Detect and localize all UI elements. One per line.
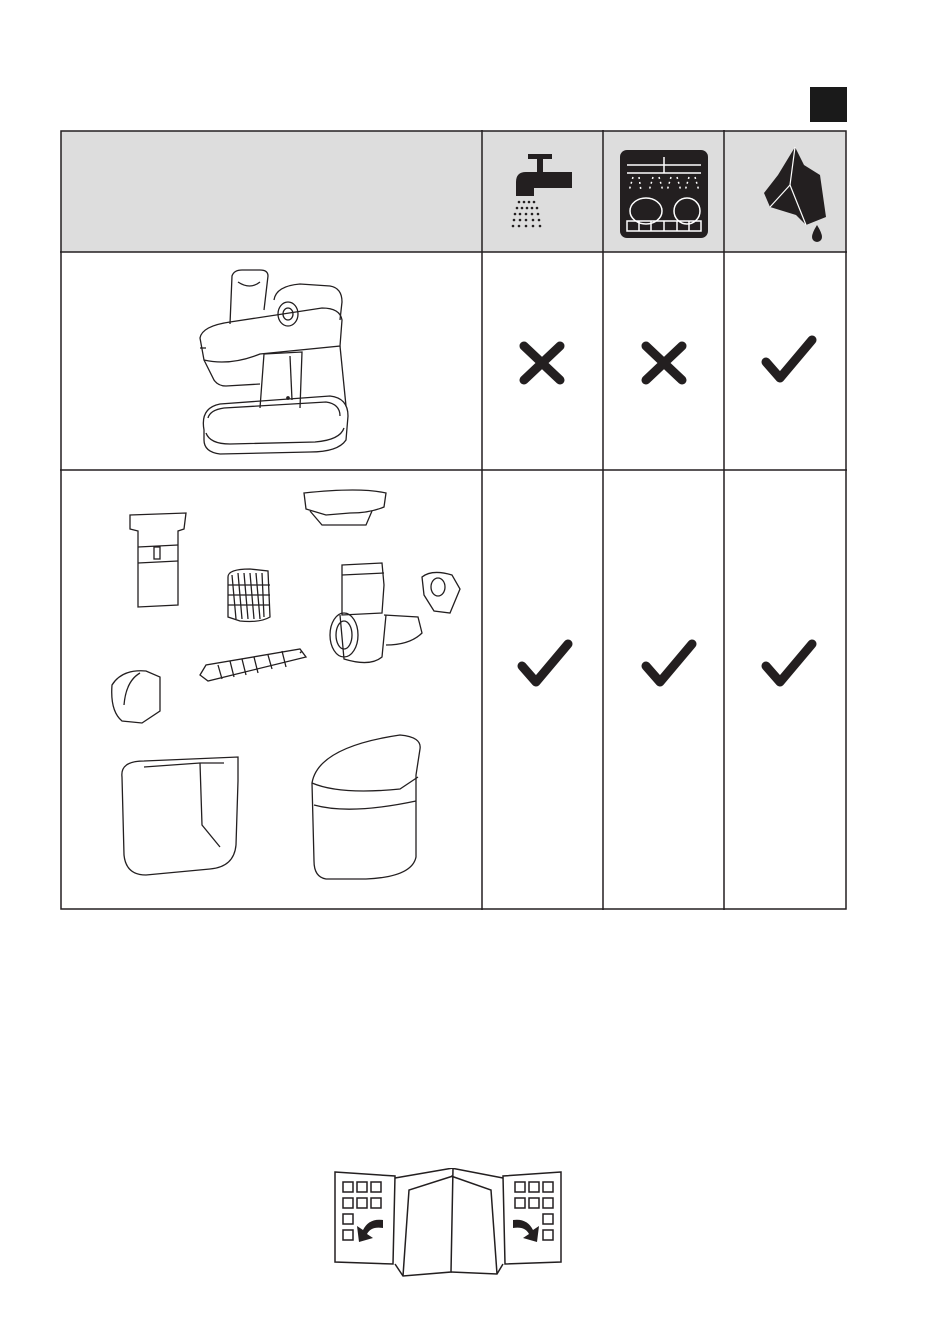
detachable-parts-illustration <box>100 485 470 885</box>
check-icon <box>640 636 698 692</box>
cross-icon <box>518 340 566 386</box>
main-unit-illustration <box>190 268 350 458</box>
fold-out-booklet-icon <box>333 1168 563 1278</box>
check-icon <box>516 636 574 692</box>
language-tab-marker <box>810 87 847 122</box>
check-icon <box>760 636 818 692</box>
check-icon <box>760 332 818 388</box>
tap-water-icon <box>508 150 578 230</box>
dishwasher-icon <box>619 149 709 239</box>
table-header <box>61 131 846 252</box>
cross-icon <box>640 340 688 386</box>
damp-cloth-icon <box>760 145 830 243</box>
